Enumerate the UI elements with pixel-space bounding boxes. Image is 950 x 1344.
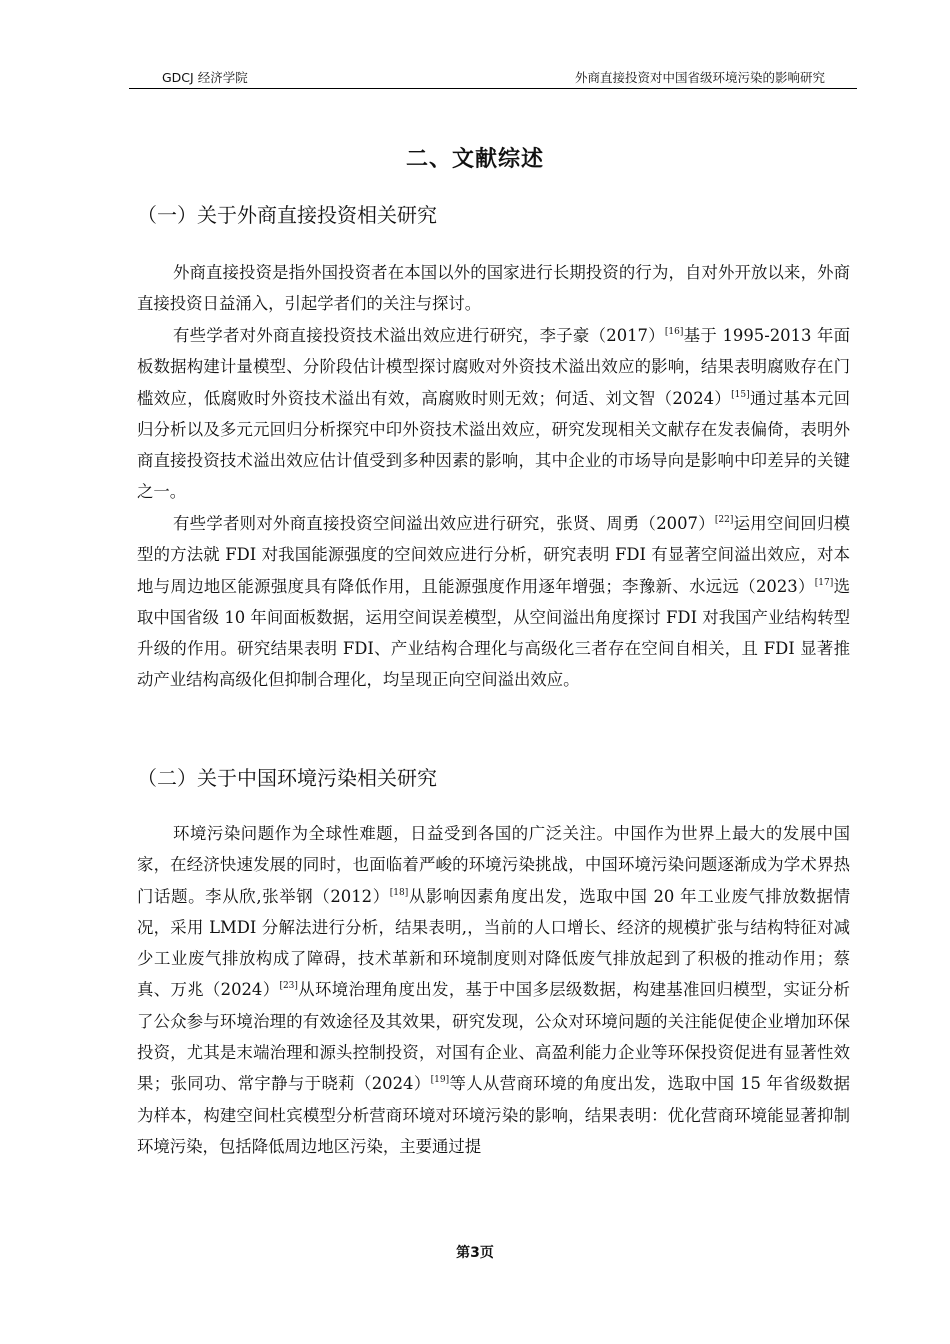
citation-19: [19] (430, 1075, 450, 1086)
page-number: 第3页 (456, 1245, 494, 1261)
citation-18: [18] (389, 887, 409, 898)
paragraph-1: 外商直接投资是指外国投资者在本国以外的国家进行长期投资的行为，自对外开放以来，外商直接投资日益涌入，引起学者们的关注与探讨。 (137, 263, 850, 314)
section-heading-1: （一）关于外商直接投资相关研究 (137, 203, 437, 227)
citation-22: [22] (714, 515, 734, 525)
citation-16: [16] (664, 327, 684, 337)
paragraph-2: 有些学者对外商直接投资技术溢出效应进行研究，李子豪（2017）[16]基于 1995-2013 年面板数据构建计量模型、分阶段估计模型探讨腐败对外资技术溢出效应的影响，结果表明腐败存在门槛效应，低腐败时外资技术溢出有效，高腐败时则无效；何适、刘文智（2024）[15]通过基本元回归分析以及多元元回归分析探究中印外资技术溢出效应，研究发现相关文献存在发表偏倚，表明外商直接投资技术溢出效应估计值受到多种因素的影响，其中企业的市场导向是影响中印差异的关键之一。 (137, 326, 851, 502)
paragraph-4: 环境污染问题作为全球性难题，日益受到各国的广泛关注。中国作为世界上最大的发展中国家，在经济快速发展的同时，也面临着严峻的环境污染挑战，中国环境污染问题逐渐成为学术界热门话题。李从欣,张举钢（2012）[18]从影响因素角度出发，选取中国 20 年工业废气排放数据情况，采用 LMDI 分解法进行分析，结果表明,，当前的人口增长、经济的规模扩张与结构特征对减少工业废气排放构成了障碍，技术革新和环境制度则对降低废气排放起到了积极的推动作用；蔡真、万兆（2024）[23]从环境治理角度出发，基于中国多层级数据，构建基准回归模型，实证分析了公众参与环境治理的有效途径及其效果，研究发现，公众对环境问题的关注能促使企业增加环保投资，尤其是末端治理和源头控制投资，对国有企业、高盈利能力企业等环保投资促进有显著性效果；张同功、常宇静与于晓莉（2024）[19]等人从营商环境的角度出发，选取中国 15 年省级数据为样本，构建空间杜宾模型分析营商环境对环境污染的影响，结果表明：优化营商环境能显著抑制环境污染，包括降低周边地区污染，主要通过提 (137, 824, 851, 1156)
header-right: 外商直接投资对中国省级环境污染的影响研究 (574, 70, 825, 85)
page-header (129, 66, 857, 89)
citation-23: [23] (279, 981, 298, 992)
paragraph-3: 有些学者则对外商直接投资空间溢出效应进行研究，张贤、周勇（2007）[22]运用空间回归模型的方法就 FDI 对我国能源强度的空间效应进行分析，研究表明 FDI 有显著空间溢出效应，对本地与周边地区能源强度具有降低作用，且能源强度作用逐年增强；李豫新、水远远（2023）[17]选取中国省级 10 年间面板数据，运用空间误差模型，从空间溢出角度探讨 FDI 对我国产业结构转型升级的作用。研究结果表明 FDI、产业结构合理化与高级化三者存在空间自相关，且 FDI 显著推动产业结构高级化但抑制合理化，均呈现正向空间溢出效应。 (137, 514, 850, 690)
section-heading-2: （二）关于中国环境污染相关研究 (137, 766, 437, 790)
header-left: GDCJ 经济学院 (162, 70, 248, 85)
chapter-title: 二、文献综述 (405, 147, 544, 172)
citation-15: [15] (731, 389, 750, 400)
citation-17: [17] (814, 577, 834, 588)
